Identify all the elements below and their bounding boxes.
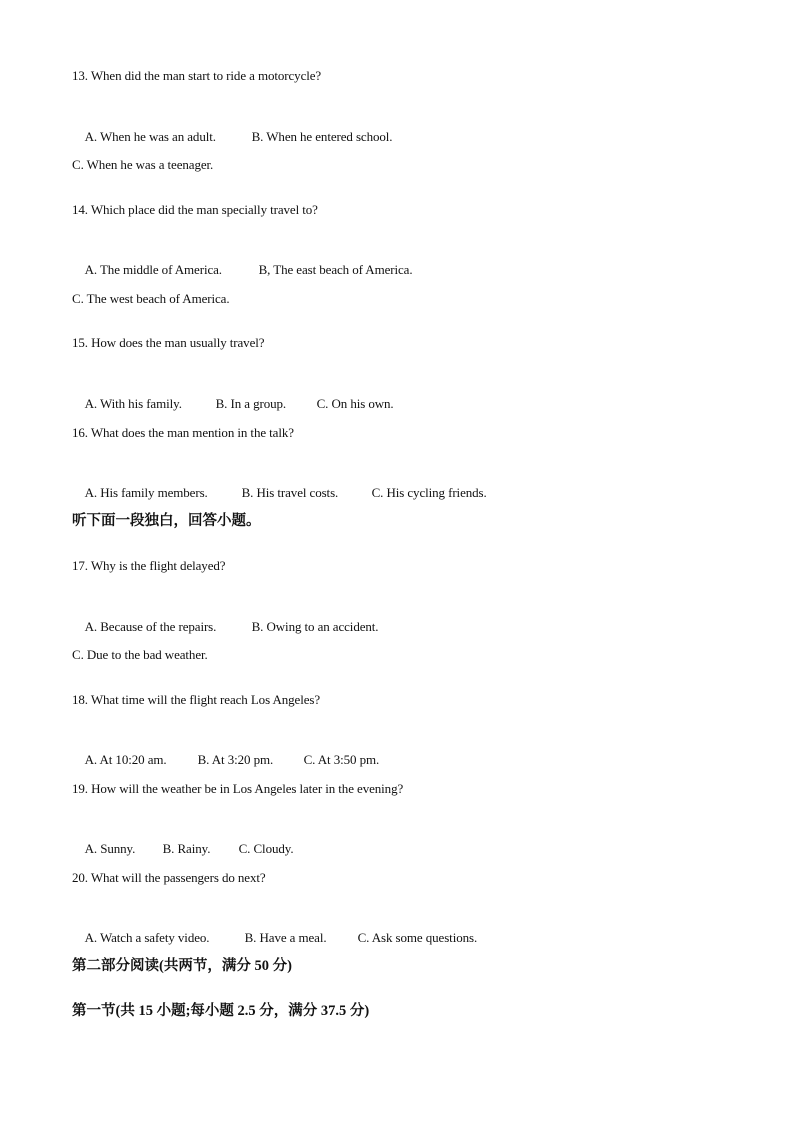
option-20-b: B. Have a meal. [244, 930, 327, 945]
part-two-heading: 第二部分阅读(共两节，满分 50 分) [72, 958, 292, 974]
option-19-c: C. Cloudy. [238, 841, 294, 856]
question-14-options-row [72, 246, 413, 294]
question-15-stem: 15. How does the man usually travel? [72, 335, 265, 350]
section-monologue-heading: 听下面一段独白，回答小题。 [72, 513, 261, 529]
question-18-stem: 18. What time will the flight reach Los Angeles? [72, 692, 321, 707]
option-15-c: C. On his own. [316, 396, 394, 411]
question-14-stem: 14. Which place did the man specially travel to? [72, 202, 318, 217]
option-19-a: A. Sunny. [84, 841, 136, 856]
option-16-a: A. His family members. [84, 485, 208, 500]
option-16-c: C. His cycling friends. [371, 485, 487, 500]
question-20-options-row [72, 914, 477, 962]
question-15-options-row [72, 380, 394, 428]
option-18-a: A. At 10:20 am. [84, 752, 167, 767]
option-16-b: B. His travel costs. [241, 485, 339, 500]
section-one-heading: 第一节(共 15 小题;每小题 2.5 分，满分 37.5 分) [72, 1003, 370, 1019]
question-13-stem: 13. When did the man start to ride a motorcycle? [72, 68, 322, 83]
option-17-c: C. Due to the bad weather. [72, 647, 208, 662]
question-20-stem: 20. What will the passengers do next? [72, 870, 266, 885]
option-13-a: A. When he was an adult. [84, 129, 216, 144]
question-19-stem: 19. How will the weather be in Los Angeles later in the evening? [72, 781, 404, 796]
question-16-options-row [72, 469, 487, 517]
question-13-options-row [72, 113, 392, 161]
option-15-a: A. With his family. [84, 396, 182, 411]
option-14-b: B, The east beach of America. [258, 262, 413, 277]
question-18-options-row [72, 736, 379, 784]
option-17-a: A. Because of the repairs. [84, 619, 217, 634]
option-14-c: C. The west beach of America. [72, 291, 230, 306]
option-13-c: C. When he was a teenager. [72, 157, 214, 172]
question-19-options-row [72, 825, 293, 873]
option-19-b: B. Rainy. [162, 841, 211, 856]
option-15-b: B. In a group. [215, 396, 287, 411]
question-16-stem: 16. What does the man mention in the talk? [72, 425, 294, 440]
option-20-c: C. Ask some questions. [357, 930, 478, 945]
option-18-b: B. At 3:20 pm. [197, 752, 274, 767]
question-17-options-row [72, 603, 378, 651]
option-14-a: A. The middle of America. [84, 262, 222, 277]
option-18-c: C. At 3:50 pm. [303, 752, 380, 767]
option-13-b: B. When he entered school. [251, 129, 393, 144]
option-17-b: B. Owing to an accident. [251, 619, 379, 634]
option-20-a: A. Watch a safety video. [84, 930, 210, 945]
question-17-stem: 17. Why is the flight delayed? [72, 558, 226, 573]
